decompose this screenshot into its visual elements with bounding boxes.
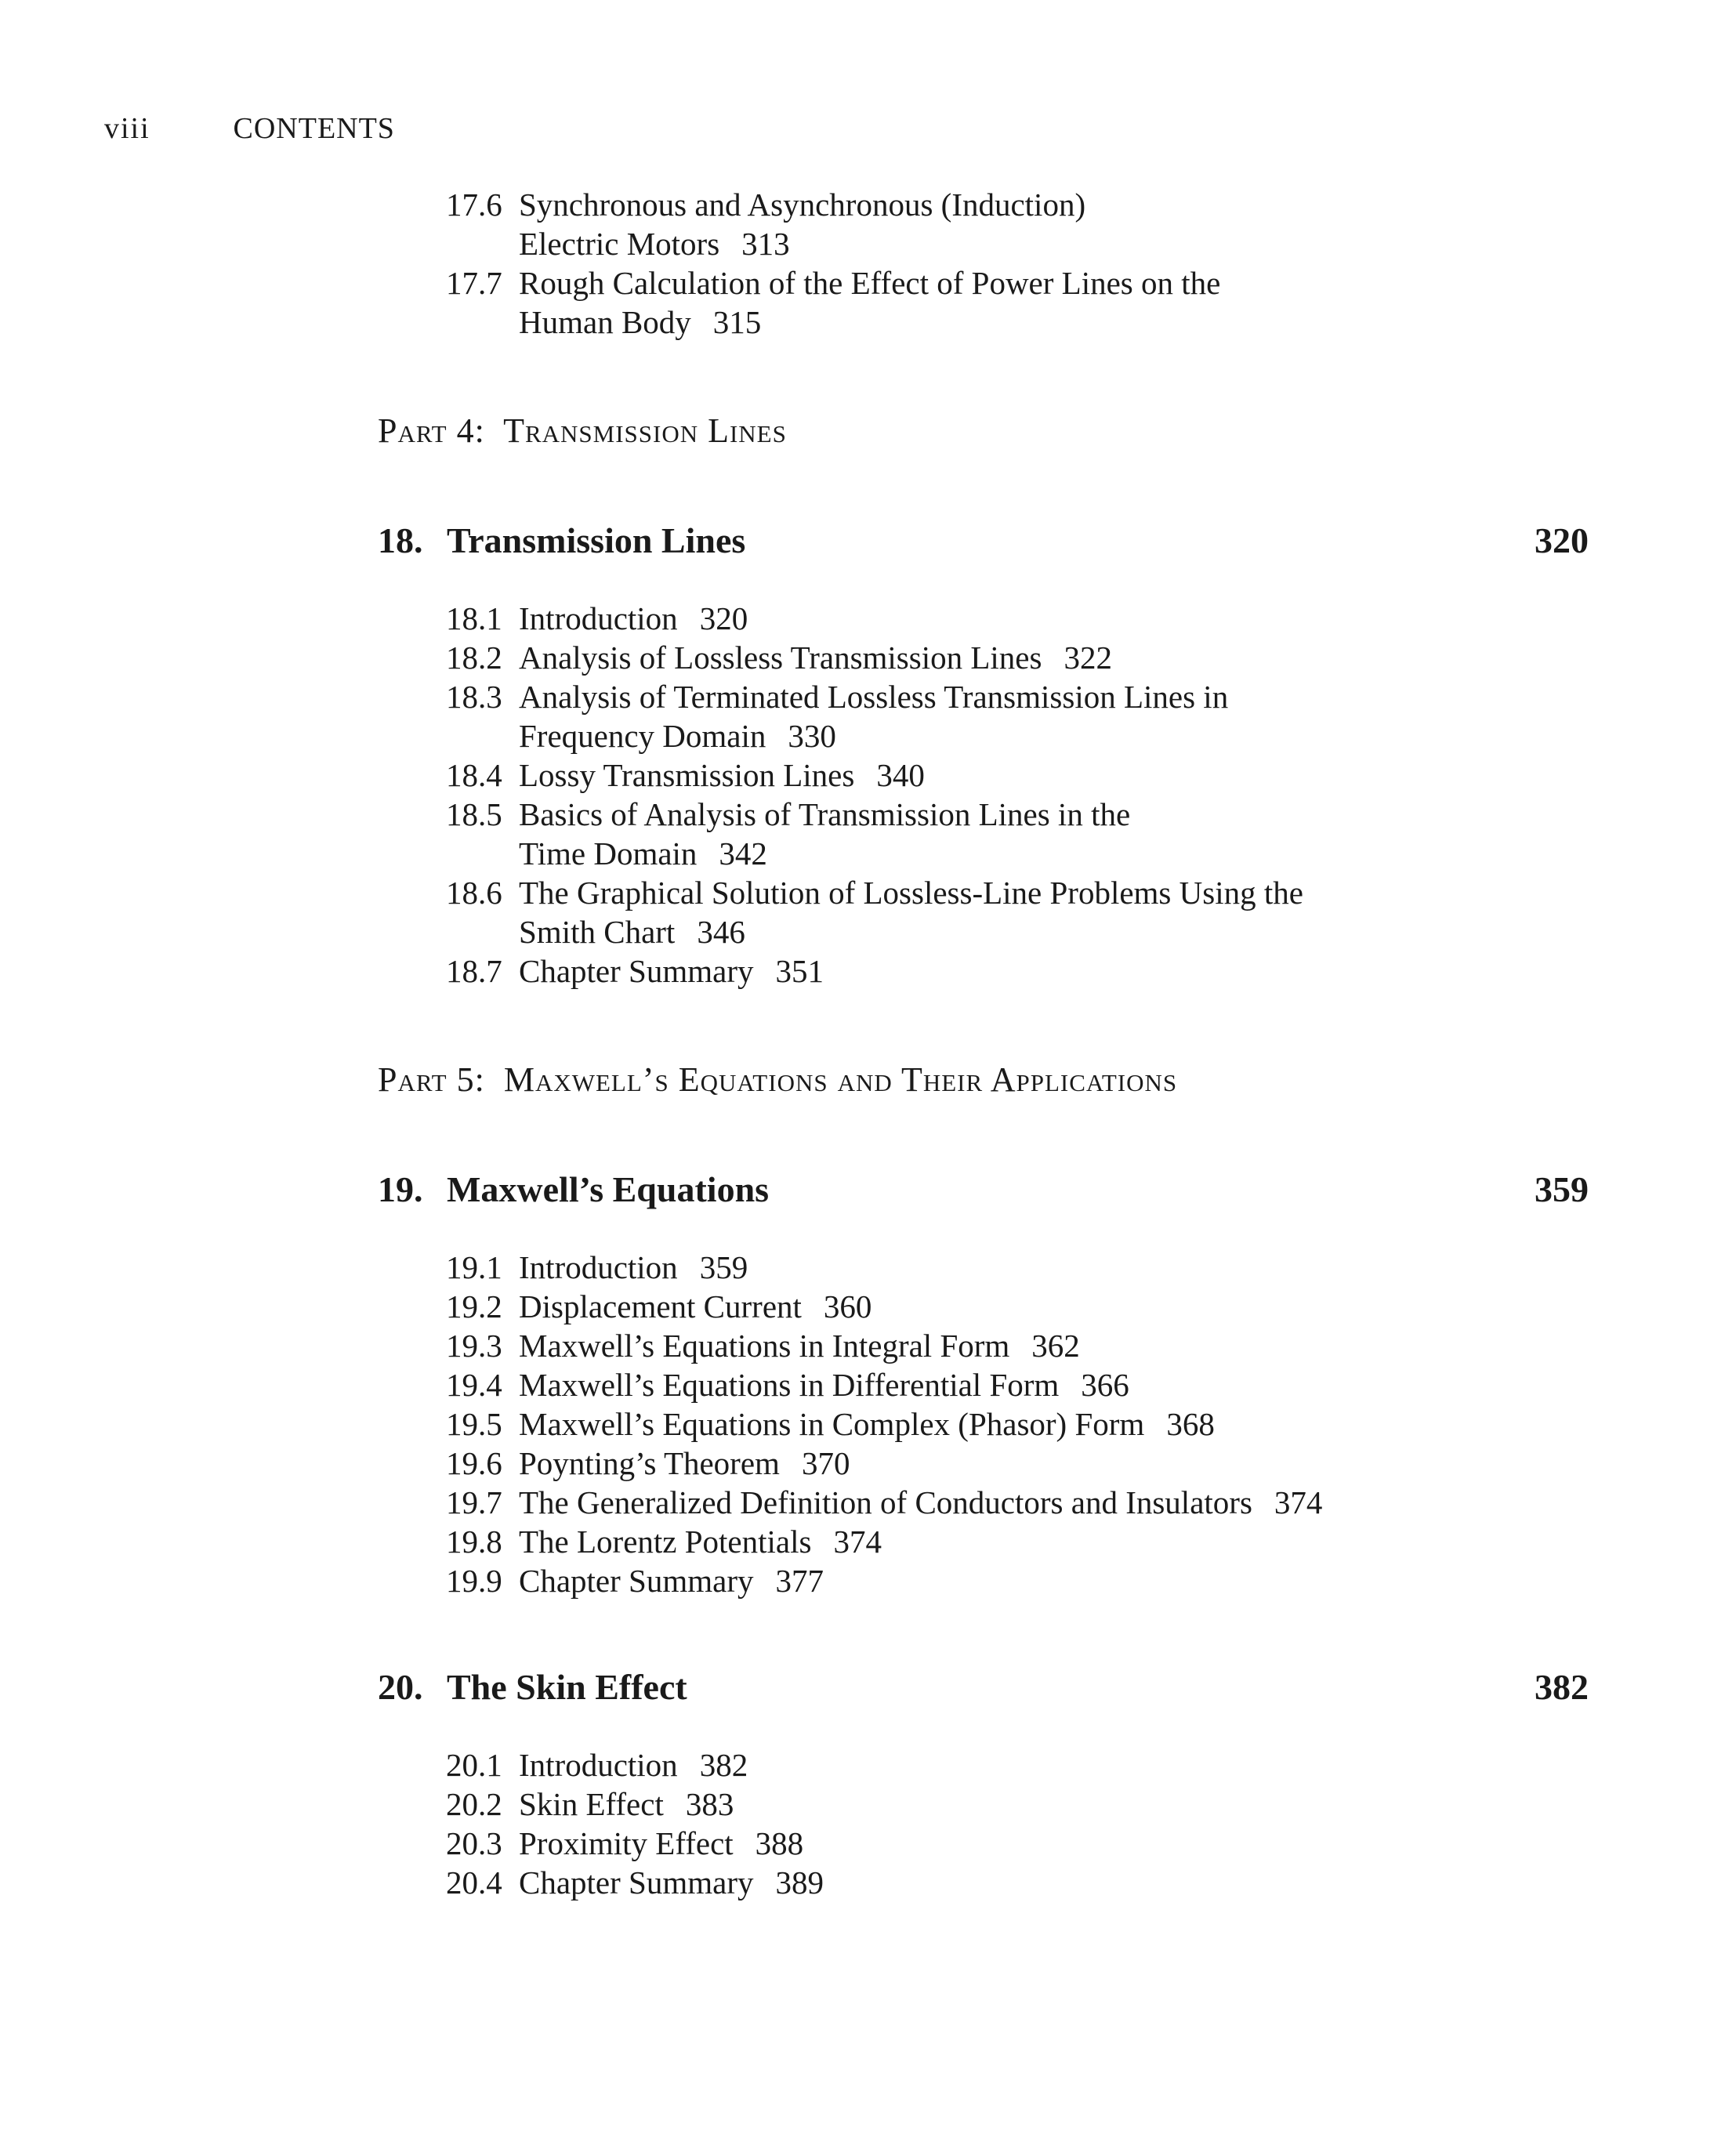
section-number: 18.6 <box>446 875 502 911</box>
section-title-text: Introduction <box>519 600 678 636</box>
toc-entry[interactable] <box>446 1326 1589 1365</box>
section-title-line <box>519 224 1589 263</box>
section-page: 313 <box>741 226 790 262</box>
section-title-text: Rough Calculation of the Effect of Power Lines on the <box>519 265 1221 301</box>
toc-entry[interactable] <box>446 638 1589 677</box>
chapter-number: 20. <box>378 1667 423 1707</box>
toc-entry[interactable] <box>446 795 1589 873</box>
section-number: 19.9 <box>446 1563 502 1599</box>
section-title-line <box>519 1248 1589 1287</box>
section-page: 360 <box>823 1288 872 1324</box>
section-title-text: Maxwell’s Equations in Complex (Phasor) Form <box>519 1406 1145 1442</box>
section-number: 20.1 <box>446 1747 502 1783</box>
section-title-line <box>519 677 1589 716</box>
section-title-text: Human Body <box>519 304 691 340</box>
section-title-line <box>519 951 1589 991</box>
section-title <box>519 1745 1589 1785</box>
toc-entry[interactable] <box>446 1863 1589 1902</box>
chapter-18-section-list <box>446 599 1589 991</box>
toc-entry[interactable] <box>446 951 1589 991</box>
toc-entry[interactable] <box>446 1404 1589 1444</box>
section-title-text: The Generalized Definition of Conductors and Insulators <box>519 1484 1252 1520</box>
section-title <box>519 1561 1589 1600</box>
section-number: 18.2 <box>446 640 502 676</box>
section-title-line <box>519 1863 1589 1902</box>
toc-entry[interactable] <box>446 185 1589 263</box>
section-page: 368 <box>1166 1406 1215 1442</box>
section-title-line <box>519 1561 1589 1600</box>
section-number: 20.4 <box>446 1864 502 1901</box>
chapter-18-heading[interactable] <box>378 520 1589 561</box>
section-page: 389 <box>775 1864 824 1901</box>
section-title <box>519 1522 1589 1561</box>
section-title <box>519 1824 1589 1863</box>
section-title-line <box>519 716 1589 756</box>
section-title <box>519 1287 1589 1326</box>
chapter-19-section-list <box>446 1248 1589 1600</box>
section-page: 340 <box>876 757 925 793</box>
section-title <box>519 1444 1589 1483</box>
section-title <box>519 1785 1589 1824</box>
section-number: 20.3 <box>446 1825 502 1861</box>
section-page: 370 <box>801 1445 850 1481</box>
section-page: 315 <box>712 304 762 340</box>
section-number: 19.4 <box>446 1367 502 1403</box>
section-title-line <box>519 912 1589 951</box>
section-title-text: Time Domain <box>519 835 698 871</box>
part-5-heading <box>378 1060 1589 1100</box>
chapter-title: The Skin Effect <box>447 1667 687 1707</box>
section-number: 18.4 <box>446 757 502 793</box>
toc-entry[interactable] <box>446 756 1589 795</box>
section-number: 20.2 <box>446 1786 502 1822</box>
section-title-line <box>519 1785 1589 1824</box>
section-title-text: Chapter Summary <box>519 1563 754 1599</box>
section-number: 19.2 <box>446 1288 502 1324</box>
section-title <box>519 1404 1589 1444</box>
section-page: 330 <box>788 718 836 754</box>
toc-entry[interactable] <box>446 1248 1589 1287</box>
section-title-text: The Graphical Solution of Lossless-Line Problems Using the <box>519 875 1303 911</box>
section-title-text: Chapter Summary <box>519 1864 754 1901</box>
section-title-text: Analysis of Lossless Transmission Lines <box>519 640 1042 676</box>
section-page: 346 <box>697 914 745 950</box>
section-number: 19.8 <box>446 1524 502 1560</box>
section-title-text: Analysis of Terminated Lossless Transmission Lines in <box>519 679 1229 715</box>
section-title-text: Basics of Analysis of Transmission Lines in the <box>519 796 1131 832</box>
section-title <box>519 1863 1589 1902</box>
section-title-line <box>519 263 1589 303</box>
section-title-line <box>519 795 1589 834</box>
section-title <box>519 951 1589 991</box>
page-number: viii <box>104 112 150 145</box>
section-title-line <box>519 1745 1589 1785</box>
section-page: 320 <box>699 600 748 636</box>
section-title-text: The Lorentz Potentials <box>519 1524 812 1560</box>
section-title <box>519 1365 1589 1404</box>
running-head <box>104 111 395 146</box>
chapter-title: Transmission Lines <box>447 520 746 560</box>
chapter-page: 359 <box>1535 1169 1589 1209</box>
toc-body <box>378 185 1589 1902</box>
section-page: 377 <box>775 1563 824 1599</box>
toc-entry[interactable] <box>446 263 1589 342</box>
section-page: 383 <box>685 1786 734 1822</box>
toc-entry[interactable] <box>446 677 1589 756</box>
section-page: 362 <box>1031 1328 1080 1364</box>
section-number: 18.7 <box>446 953 502 989</box>
section-title-line <box>519 1824 1589 1863</box>
section-title-line <box>519 1287 1589 1326</box>
toc-entry[interactable] <box>446 1522 1589 1561</box>
section-title-line <box>519 873 1589 912</box>
section-title <box>519 873 1589 951</box>
section-title-line <box>519 185 1589 224</box>
section-title <box>519 795 1589 873</box>
toc-entry[interactable] <box>446 1785 1589 1824</box>
toc-entry[interactable] <box>446 1824 1589 1863</box>
section-title-line <box>519 1483 1589 1522</box>
section-title <box>519 756 1589 795</box>
section-number: 19.7 <box>446 1484 502 1520</box>
section-title-line <box>519 1522 1589 1561</box>
section-title-text: Proximity Effect <box>519 1825 734 1861</box>
section-page: 388 <box>755 1825 804 1861</box>
part-label: Part 5: <box>378 1060 485 1099</box>
chapter-number: 19. <box>378 1169 423 1209</box>
section-page: 359 <box>699 1249 748 1285</box>
section-number: 18.3 <box>446 679 502 715</box>
toc-entry[interactable] <box>446 1287 1589 1326</box>
section-title <box>519 599 1589 638</box>
section-number: 17.7 <box>446 265 502 301</box>
section-number: 19.3 <box>446 1328 502 1364</box>
section-title-line <box>519 638 1589 677</box>
section-title-text: Introduction <box>519 1249 678 1285</box>
section-title-text: Chapter Summary <box>519 953 754 989</box>
section-page: 382 <box>699 1747 748 1783</box>
chapter-20-section-list <box>446 1745 1589 1902</box>
section-title-text: Lossy Transmission Lines <box>519 757 855 793</box>
chapter-17-section-list <box>446 185 1589 342</box>
section-number: 18.5 <box>446 796 502 832</box>
toc-entry[interactable] <box>446 1444 1589 1483</box>
section-title-line <box>519 1365 1589 1404</box>
section-number: 17.6 <box>446 187 502 223</box>
section-title <box>519 1483 1589 1522</box>
section-title-text: Synchronous and Asynchronous (Induction) <box>519 187 1086 223</box>
section-number: 19.1 <box>446 1249 502 1285</box>
section-title-text: Electric Motors <box>519 226 720 262</box>
chapter-19-heading[interactable] <box>378 1169 1589 1210</box>
section-number: 19.5 <box>446 1406 502 1442</box>
section-number: 18.1 <box>446 600 502 636</box>
chapter-title: Maxwell’s Equations <box>447 1169 770 1209</box>
section-title <box>519 1248 1589 1287</box>
toc-entry[interactable] <box>446 1483 1589 1522</box>
toc-entry[interactable] <box>446 599 1589 638</box>
chapter-page: 382 <box>1535 1667 1589 1707</box>
section-number: 19.6 <box>446 1445 502 1481</box>
chapter-number: 18. <box>378 520 423 560</box>
toc-entry[interactable] <box>446 1745 1589 1785</box>
section-title-text: Frequency Domain <box>519 718 766 754</box>
section-title-line <box>519 303 1589 342</box>
section-title-text: Maxwell’s Equations in Integral Form <box>519 1328 1010 1364</box>
part-label: Part 4: <box>378 411 485 450</box>
toc-entry[interactable] <box>446 873 1589 951</box>
section-title-text: Displacement Current <box>519 1288 802 1324</box>
section-page: 374 <box>1274 1484 1323 1520</box>
section-title <box>519 1326 1589 1365</box>
section-title-line <box>519 599 1589 638</box>
section-title-text: Maxwell’s Equations in Differential Form <box>519 1367 1060 1403</box>
running-title: CONTENTS <box>233 112 395 145</box>
part-title: Maxwell’s Equations and Their Applications <box>503 1060 1178 1099</box>
section-title-line <box>519 756 1589 795</box>
section-title <box>519 185 1589 263</box>
section-title-text: Skin Effect <box>519 1786 664 1822</box>
section-page: 366 <box>1081 1367 1129 1403</box>
section-title-line <box>519 1326 1589 1365</box>
section-page: 351 <box>775 953 824 989</box>
section-title-text: Smith Chart <box>519 914 676 950</box>
toc-entry[interactable] <box>446 1561 1589 1600</box>
section-title-text: Poynting’s Theorem <box>519 1445 780 1481</box>
chapter-page: 320 <box>1535 520 1589 560</box>
section-title <box>519 677 1589 756</box>
part-4-heading <box>378 411 1589 451</box>
section-page: 322 <box>1064 640 1112 676</box>
section-title-line <box>519 1404 1589 1444</box>
part-title: Transmission Lines <box>503 411 787 450</box>
section-page: 342 <box>719 835 767 871</box>
section-title <box>519 263 1589 342</box>
toc-entry[interactable] <box>446 1365 1589 1404</box>
section-title <box>519 638 1589 677</box>
section-title-text: Introduction <box>519 1747 678 1783</box>
section-page: 374 <box>833 1524 882 1560</box>
section-title-line <box>519 834 1589 873</box>
chapter-20-heading[interactable] <box>378 1666 1589 1708</box>
section-title-line <box>519 1444 1589 1483</box>
